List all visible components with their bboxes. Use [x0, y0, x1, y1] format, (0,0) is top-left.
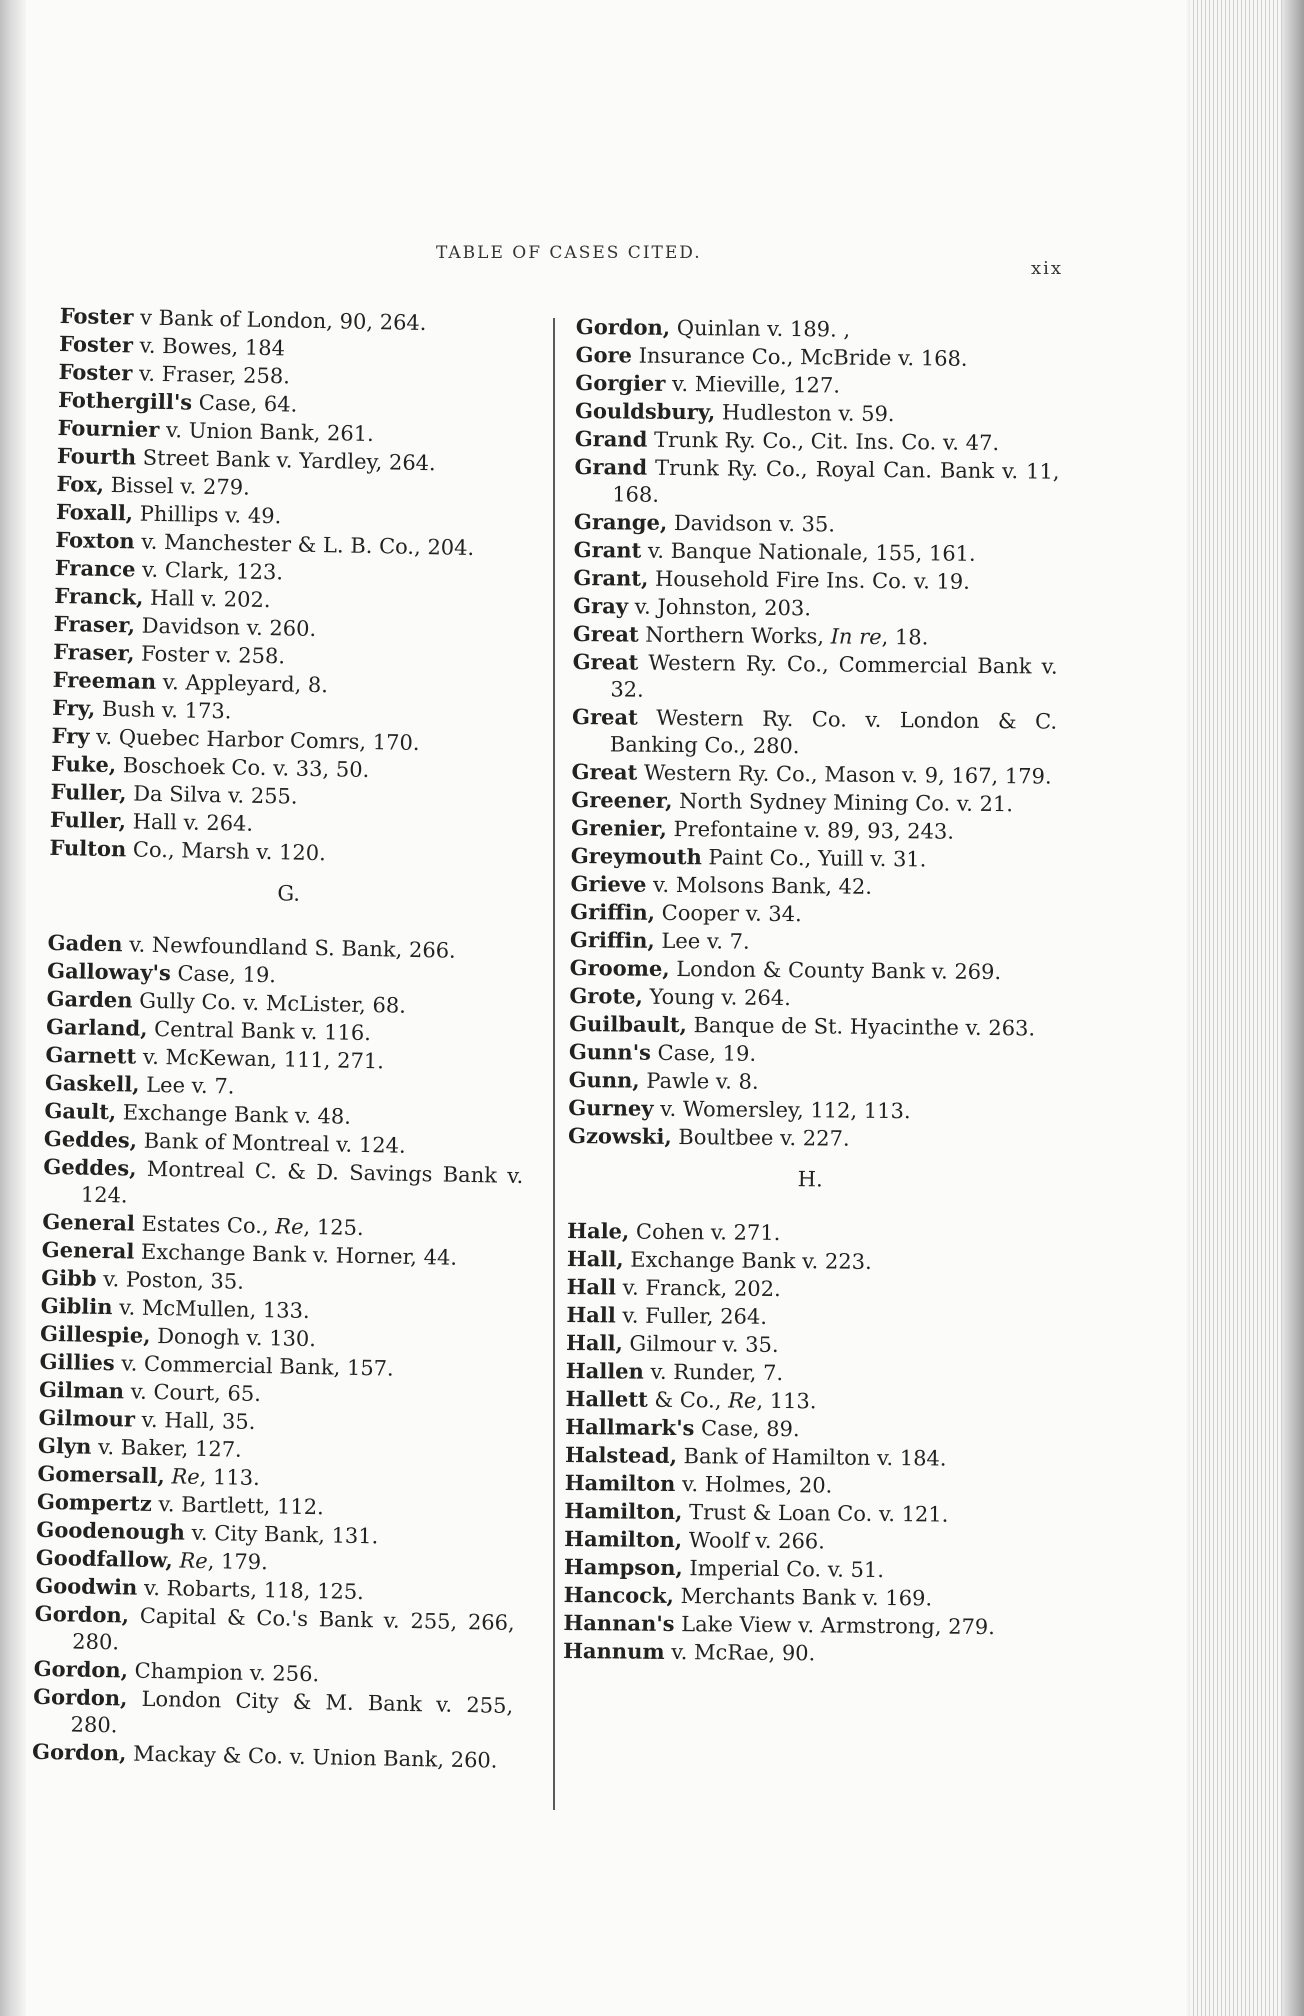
- entry-text: v. Fraser, 258.: [132, 361, 291, 389]
- entry-text: Trunk Ry. Co., Cit. Ins. Co. v. 47.: [647, 427, 1000, 456]
- entry-text-after: , 125.: [303, 1214, 364, 1240]
- entry-lead-name: Gompertz: [36, 1488, 153, 1516]
- entry-text: Gilmour v. 35.: [622, 1331, 779, 1357]
- entry-lead-name: Fox,: [56, 470, 105, 497]
- entry-text: v. Hall, 35.: [134, 1407, 256, 1434]
- index-entry: [568, 1122, 1053, 1155]
- entry-text: Hudleston v. 59.: [715, 400, 895, 427]
- entry-lead-name: Gilman: [38, 1376, 125, 1404]
- entry-text: v. Manchester & L. B. Co., 204.: [134, 529, 475, 560]
- entry-lead-name: Fry: [51, 722, 90, 749]
- index-entry: [34, 1600, 515, 1664]
- entry-lead-name: Foster: [59, 302, 134, 330]
- entry-text: Phillips v. 49.: [132, 501, 282, 529]
- entry-text: Exchange Bank v. 223.: [623, 1247, 872, 1274]
- entry-italic: In re: [830, 624, 882, 649]
- entry-text-after: , 18.: [881, 624, 929, 650]
- entry-italic: Re: [275, 1214, 304, 1239]
- entry-text: Street Bank v. Yardley, 264.: [135, 445, 436, 476]
- index-entry: [32, 1683, 513, 1747]
- entry-lead-name: Grand: [574, 453, 648, 480]
- entry-text: v. Poston, 35.: [96, 1266, 245, 1294]
- entry-text: Cohen v. 271.: [629, 1219, 781, 1246]
- entry-lead-name: Fry,: [51, 694, 96, 721]
- entry-text: Western Ry. Co. v. London & C. Banking Co., 280.: [609, 705, 1058, 759]
- entry-lead-name: Hannum: [563, 1637, 665, 1664]
- entry-text: Household Fire Ins. Co. v. 19.: [648, 566, 971, 594]
- entry-text: Trust & Loan Co. v. 121.: [682, 1500, 949, 1527]
- page-edges-outer: [1282, 0, 1304, 2016]
- entry-text: Bank of Montreal v. 124.: [136, 1128, 406, 1158]
- entry-text: v. Banque Nationale, 155, 161.: [641, 538, 976, 566]
- entry-lead-name: Fuller,: [49, 806, 127, 834]
- entry-lead-name: Gouldsbury,: [574, 397, 716, 425]
- entry-text: v. Baker, 127.: [91, 1434, 242, 1462]
- running-header-title: TABLE OF CASES CITED.: [436, 243, 702, 263]
- entry-lead-name: Gorgier: [575, 369, 666, 396]
- entry-text: Donogh v. 130.: [150, 1323, 317, 1352]
- entry-lead-name: Gault,: [44, 1097, 117, 1125]
- entry-text-after: , 113.: [756, 1388, 817, 1414]
- right-column-h-entries: [563, 1217, 1052, 1670]
- entry-text: Woolf v. 266.: [682, 1528, 826, 1554]
- entry-lead-name: Guilbault,: [569, 1010, 688, 1038]
- entry-lead-name: Gunn's: [568, 1038, 652, 1065]
- entry-lead-name: General: [41, 1236, 135, 1264]
- entry-lead-name: Gunn,: [568, 1066, 640, 1093]
- entry-lead-name: Gordon,: [575, 313, 671, 340]
- entry-lead-name: Groome,: [569, 954, 670, 981]
- entry-text: v. Mieville, 127.: [665, 371, 841, 398]
- entry-lead-name: Geddes,: [43, 1125, 138, 1153]
- entry-lead-name: Fraser,: [53, 638, 135, 666]
- entry-italic: Re: [171, 1464, 200, 1489]
- entry-text: v. Johnston, 203.: [627, 594, 812, 621]
- entry-lead-name: Hampson,: [563, 1553, 683, 1581]
- entry-text: Merchants Bank v. 169.: [673, 1583, 933, 1611]
- entry-lead-name: Grenier,: [570, 814, 667, 841]
- entry-text: v. Union Bank, 261.: [159, 417, 375, 447]
- entry-text: Foster v. 258.: [134, 641, 286, 669]
- entry-lead-name: General: [42, 1208, 136, 1236]
- entry-lead-name: Gaden: [47, 929, 123, 957]
- entry-lead-name: Gaskell,: [44, 1069, 140, 1097]
- entry-lead-name: Garland,: [45, 1013, 148, 1041]
- entry-lead-name: Foster: [58, 330, 134, 358]
- entry-lead-name: Garnett: [45, 1041, 137, 1069]
- entry-lead-name: Gillespie,: [39, 1320, 151, 1348]
- entry-lead-name: Hallett: [565, 1385, 648, 1412]
- entry-lead-name: Grant,: [573, 564, 649, 591]
- entry-text: v. Robarts, 118, 125.: [137, 1575, 365, 1605]
- entry-lead-name: Fourth: [56, 442, 137, 470]
- entry-text: v. McMullen, 133.: [112, 1295, 310, 1323]
- index-entry: [572, 703, 1058, 763]
- entry-lead-name: Hall: [566, 1301, 616, 1328]
- entry-lead-name: Hannan's: [563, 1609, 675, 1637]
- entry-text: Lee v. 7.: [654, 928, 750, 954]
- index-entry: [572, 648, 1058, 708]
- entry-text: Cooper v. 34.: [654, 900, 802, 927]
- entry-lead-name: Great: [572, 648, 639, 675]
- entry-lead-name: Hall: [566, 1273, 617, 1300]
- left-column-g-entries: [32, 929, 528, 1775]
- entry-text: Hall v. 264.: [125, 809, 254, 836]
- entry-text: v. Holmes, 20.: [675, 1472, 833, 1498]
- entry-lead-name: Foxton: [55, 526, 135, 554]
- entry-text: Case, 64.: [191, 390, 298, 417]
- entry-text: London City & M. Bank v. 255, 280.: [70, 1686, 514, 1738]
- entry-text: Case, 89.: [694, 1416, 800, 1442]
- entry-text: Case, 19.: [650, 1040, 757, 1066]
- entry-text: v. Molsons Bank, 42.: [646, 872, 873, 899]
- entry-text: Bank of Hamilton v. 184.: [676, 1444, 947, 1471]
- entry-lead-name: Grieve: [570, 870, 647, 897]
- entry-text: Champion v. 256.: [127, 1658, 320, 1687]
- entry-lead-name: Foxall,: [55, 498, 134, 526]
- entry-text: Pawle v. 8.: [639, 1068, 759, 1094]
- entry-text: v. McKewan, 111, 271.: [135, 1044, 385, 1074]
- entry-text: North Sydney Mining Co. v. 21.: [672, 788, 1014, 817]
- entry-lead-name: Gordon,: [33, 1655, 129, 1683]
- entry-lead-name: Hamilton: [564, 1469, 676, 1497]
- entry-lead-name: Geddes,: [43, 1153, 137, 1181]
- entry-lead-name: France: [54, 554, 136, 582]
- entry-text-after: , 179.: [207, 1549, 269, 1575]
- entry-text: Bush v. 173.: [95, 696, 232, 724]
- entry-lead-name: Hamilton,: [564, 1525, 683, 1553]
- entry-lead-name: Gordon,: [32, 1683, 128, 1711]
- entry-lead-name: Gore: [575, 341, 633, 368]
- entry-lead-name: Griffin,: [569, 926, 655, 953]
- entry-text: Boultbee v. 227.: [671, 1124, 850, 1151]
- entry-text: v. Clark, 123.: [135, 557, 284, 585]
- entry-text: v. Womersley, 112, 113.: [653, 1096, 911, 1124]
- entry-text: v. Franck, 202.: [615, 1275, 781, 1302]
- entry-text: Western Ry. Co., Mason v. 9, 167, 179.: [637, 760, 1052, 789]
- entry-lead-name: Grant: [573, 536, 642, 563]
- entry-lead-name: Greener,: [571, 786, 673, 813]
- entry-text: Case, 19.: [170, 961, 277, 988]
- entry-text: Central Bank v. 116.: [147, 1016, 372, 1046]
- entry-text: v. Bartlett, 112.: [151, 1491, 325, 1520]
- entry-text: Banque de St. Hyacinthe v. 263.: [686, 1013, 1036, 1041]
- entry-text: v. Appleyard, 8.: [155, 669, 329, 698]
- page-number: xix: [1031, 258, 1064, 279]
- entry-text: Mackay & Co. v. Union Bank, 260.: [126, 1741, 498, 1773]
- entry-text: Boschoek Co. v. 33, 50.: [115, 753, 370, 783]
- entry-text: Co., Marsh v. 120.: [126, 837, 327, 866]
- entry-lead-name: Goodenough: [36, 1516, 186, 1545]
- entry-lead-name: Hancock,: [563, 1581, 674, 1608]
- entry-text: Da Silva v. 255.: [126, 781, 298, 809]
- entry-text: Paint Co., Yuill v. 31.: [701, 845, 927, 872]
- entry-lead-name: Greymouth: [570, 842, 702, 870]
- entry-lead-name: Grange,: [573, 508, 668, 535]
- entry-lead-name: Hall,: [565, 1329, 623, 1356]
- entry-text: Insurance Co., McBride v. 168.: [631, 343, 968, 371]
- entry-lead-name: Grand: [574, 425, 648, 452]
- entry-lead-name: Hale,: [567, 1217, 630, 1244]
- entry-lead-name: Great: [572, 620, 639, 647]
- entry-lead-name: Goodfallow,: [35, 1544, 174, 1573]
- entry-lead-name: Gillies: [39, 1348, 115, 1376]
- entry-text: Young v. 264.: [642, 984, 791, 1011]
- entry-text: & Co.,: [647, 1387, 729, 1413]
- binding-gutter: [0, 0, 26, 2016]
- entry-lead-name: Giblin: [40, 1292, 113, 1320]
- entry-text: v. McRae, 90.: [664, 1639, 816, 1666]
- entry-lead-name: Hallmark's: [565, 1413, 695, 1441]
- entry-text: v. Fuller, 264.: [615, 1303, 768, 1329]
- right-column: [563, 313, 1061, 1670]
- entry-text: Prefontaine v. 89, 93, 243.: [666, 816, 955, 844]
- entry-text: Capital & Co.'s Bank v. 255, 266, 280.: [72, 1603, 515, 1655]
- entry-text: Lee v. 7.: [139, 1072, 235, 1099]
- entry-lead-name: Great: [571, 758, 638, 785]
- entry-lead-name: Fournier: [57, 414, 160, 442]
- entry-lead-name: Fraser,: [53, 610, 136, 638]
- entry-lead-name: Fulton: [49, 834, 127, 862]
- entry-text: v. City Bank, 131.: [184, 1520, 379, 1549]
- entry-text: Exchange Bank v. 48.: [116, 1100, 352, 1129]
- entry-text: v. Court, 65.: [123, 1379, 262, 1407]
- entry-lead-name: Hall,: [566, 1245, 624, 1272]
- entry-lead-name: Griffin,: [570, 898, 656, 925]
- index-entry: [43, 1153, 524, 1217]
- entry-text: v. Commercial Bank, 157.: [114, 1351, 394, 1381]
- entry-text: Hall v. 202.: [143, 585, 271, 613]
- left-column: [32, 302, 540, 1775]
- entry-text: v. Bowes, 184: [132, 333, 286, 361]
- right-column-g-entries: [568, 313, 1061, 1155]
- entry-text: Montreal C. & D. Savings Bank v. 124.: [80, 1156, 524, 1208]
- entry-lead-name: Galloway's: [46, 957, 172, 986]
- entry-lead-name: Gordon,: [31, 1738, 127, 1766]
- entry-lead-name: Great: [572, 703, 638, 730]
- column-divider: [553, 318, 555, 1810]
- entry-text: v. Quebec Harbor Comrs, 170.: [89, 724, 420, 755]
- entry-lead-name: Gibb: [41, 1264, 97, 1291]
- entry-text-after: , 113.: [199, 1464, 261, 1491]
- entry-lead-name: Fuller,: [50, 778, 127, 806]
- entry-lead-name: Hamilton,: [564, 1497, 683, 1525]
- entry-lead-name: Fuke,: [50, 750, 117, 778]
- entry-text: Quinlan v. 189. ,: [670, 315, 851, 342]
- entry-text: Bissel v. 279.: [103, 472, 250, 500]
- entry-lead-name: Fothergill's: [57, 386, 193, 415]
- entry-text: Estates Co.,: [134, 1211, 276, 1239]
- entry-text: v. Runder, 7.: [643, 1359, 784, 1386]
- entry-lead-name: Garden: [46, 985, 133, 1013]
- entry-lead-name: Halstead,: [564, 1441, 678, 1469]
- entry-lead-name: Grote,: [569, 982, 643, 1009]
- entry-text: Lake View v. Armstrong, 279.: [674, 1612, 996, 1640]
- entry-text: Western Ry. Co., Commercial Bank v. 32.: [610, 650, 1058, 702]
- entry-lead-name: Gilmour: [38, 1404, 136, 1432]
- entry-text: Davidson v. 260.: [134, 613, 317, 641]
- entry-text: Imperial Co. v. 51.: [682, 1556, 885, 1583]
- entry-text: Trunk Ry. Co., Royal Can. Bank v. 11, 168.: [612, 455, 1060, 507]
- entry-italic: Re: [179, 1548, 208, 1574]
- entry-lead-name: Gray: [573, 592, 629, 619]
- entry-lead-name: Gordon,: [34, 1600, 130, 1628]
- entry-text: Davidson v. 35.: [667, 510, 836, 537]
- index-entry: [574, 453, 1060, 513]
- entry-text: Exchange Bank v. Horner, 44.: [134, 1239, 458, 1270]
- index-entry: [563, 1637, 1048, 1670]
- entry-lead-name: Gzowski,: [567, 1122, 672, 1149]
- section-letter-g: G.: [277, 881, 301, 906]
- entry-text: v Bank of London, 90, 264.: [133, 305, 427, 336]
- entry-lead-name: Gomersall,: [37, 1460, 166, 1489]
- entry-lead-name: Freeman: [52, 666, 157, 694]
- entry-lead-name: Goodwin: [35, 1572, 138, 1600]
- entry-lead-name: Franck,: [54, 582, 144, 610]
- left-column-f-entries: [49, 302, 540, 871]
- entry-lead-name: Glyn: [37, 1432, 92, 1459]
- entry-text: Gully Co. v. McLister, 68.: [132, 988, 407, 1018]
- entry-lead-name: Gurney: [568, 1094, 654, 1121]
- entry-lead-name: Hallen: [565, 1357, 645, 1384]
- entry-lead-name: Foster: [58, 358, 133, 386]
- entry-text: Northern Works,: [638, 622, 831, 649]
- entry-text: London & County Bank v. 269.: [669, 956, 1002, 985]
- entry-italic: Re: [728, 1388, 757, 1413]
- section-letter-h: H.: [797, 1167, 823, 1192]
- entry-text: v. Newfoundland S. Bank, 266.: [122, 932, 456, 963]
